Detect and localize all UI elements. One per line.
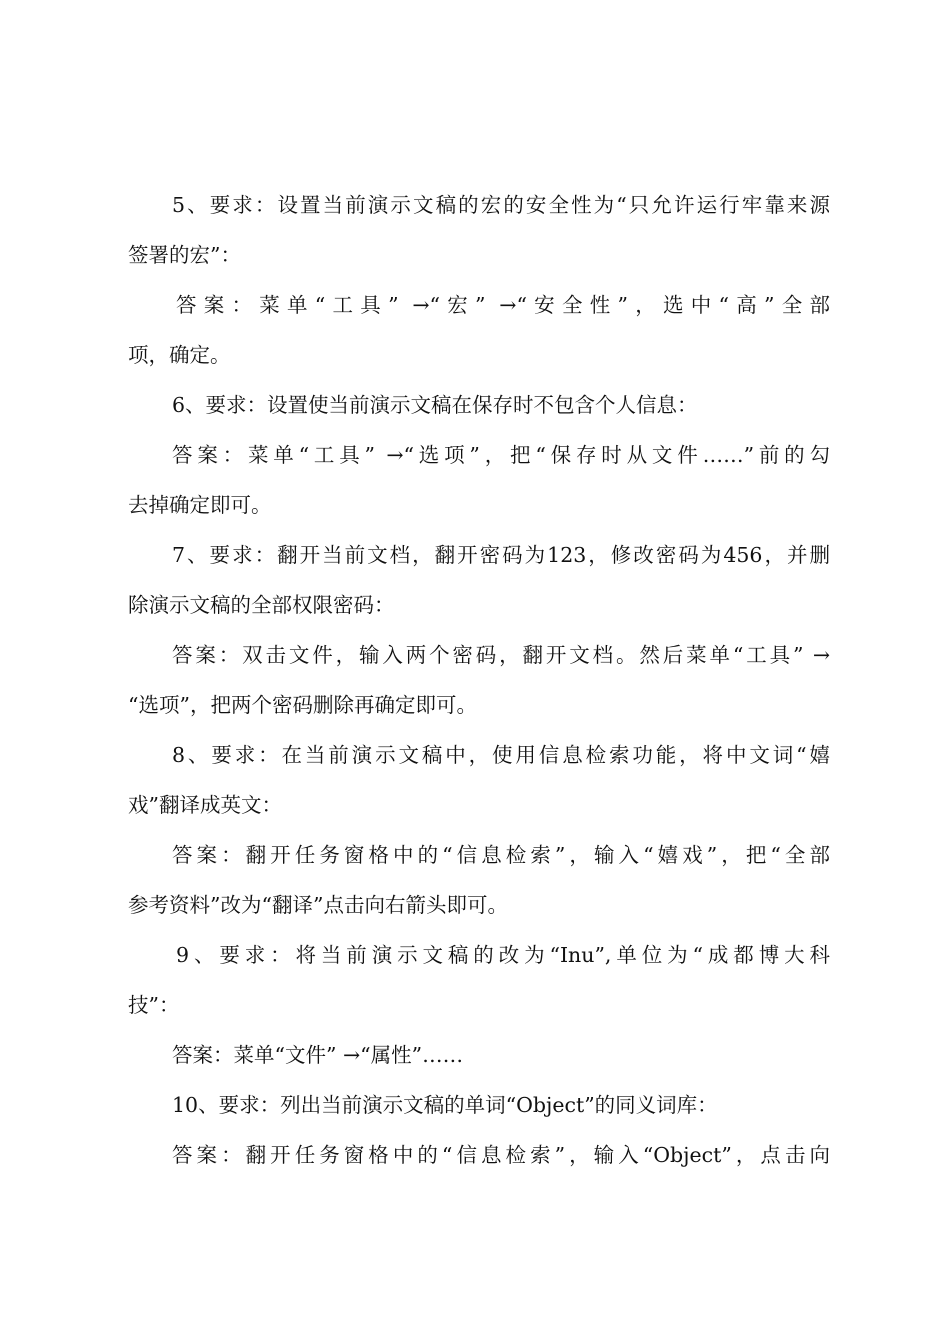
q7-answer-line1: 答案：双击文件，输入两个密码，翻开文档。然后菜单“工具” → bbox=[172, 643, 830, 667]
q9-answer: 答案：菜单“文件” →“属性”…… bbox=[172, 1043, 464, 1067]
q8-requirement-line2: 戏”翻译成英文： bbox=[128, 793, 282, 817]
q9-requirement-line1: 9、要求：将当前演示文稿的改为“Inu”,单位为“成都博大科 bbox=[176, 943, 830, 967]
q8-answer-line1: 答案：翻开任务窗格中的“信息检索”，输入“嬉戏”，把“全部 bbox=[172, 843, 830, 867]
q8-requirement-line1: 8、要求：在当前演示文稿中，使用信息检索功能，将中文词“嬉 bbox=[172, 743, 830, 767]
q6-requirement: 6、要求：设置使当前演示文稿在保存时不包含个人信息： bbox=[172, 393, 698, 417]
q6-answer-line2: 去掉确定即可。 bbox=[128, 493, 272, 517]
q5-answer-line1: 答案：菜单“工具” →“宏” →“安全性”，选中“高”全部 bbox=[176, 293, 830, 317]
q5-requirement-line2: 签署的宏”： bbox=[128, 243, 241, 267]
q8-answer-line2: 参考资料”改为“翻译”点击向右箭头即可。 bbox=[128, 893, 508, 917]
q7-requirement-line2: 除演示文稿的全部权限密码： bbox=[128, 593, 395, 617]
q7-answer-line2: “选项”，把两个密码删除再确定即可。 bbox=[128, 693, 477, 717]
q7-requirement-line1: 7、要求：翻开当前文档，翻开密码为123，修改密码为456，并删 bbox=[172, 543, 830, 567]
q9-requirement-line2: 技”： bbox=[128, 993, 180, 1017]
q5-requirement-line1: 5、要求：设置当前演示文稿的宏的安全性为“只允许运行牢靠来源 bbox=[172, 193, 830, 217]
q5-answer-line2: 项，确定。 bbox=[128, 343, 231, 367]
q6-answer-line1: 答案：菜单“工具” →“选项”，把“保存时从文件……”前的勾 bbox=[172, 443, 830, 467]
q10-answer-line1: 答案：翻开任务窗格中的“信息检索”，输入“Object”，点击向 bbox=[172, 1143, 830, 1167]
q10-requirement: 10、要求：列出当前演示文稿的单词“Object”的同义词库： bbox=[172, 1093, 718, 1117]
